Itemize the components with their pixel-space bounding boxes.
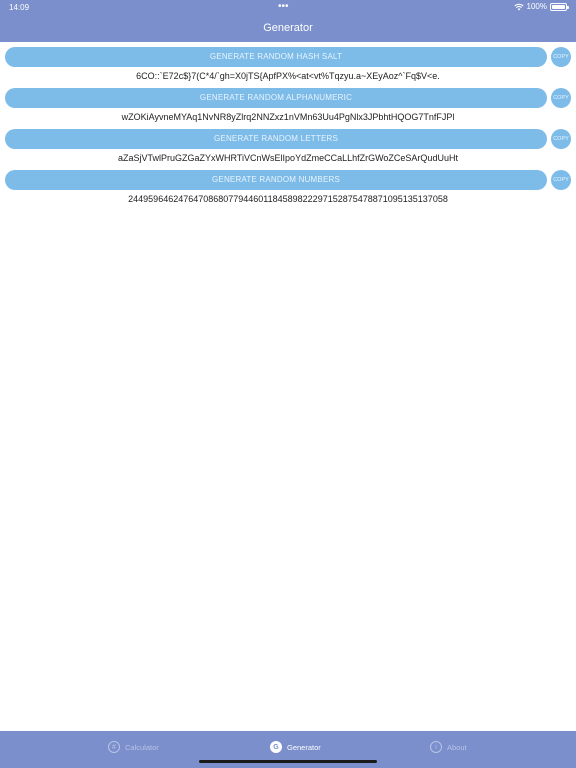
numbers-value: 2449596462476470868077944601184589822297152875478871095135137058	[128, 194, 448, 204]
alphanumeric-value: wZOKiAyvneMYAq1NvNR8yZlrq2NNZxz1nVMn63Uu4PgNlx3JPbhtHQOG7TnfFJPl	[121, 112, 455, 122]
hash-icon: #	[108, 741, 120, 753]
status-right	[514, 2, 567, 11]
alphanumeric-row	[0, 88, 576, 108]
tab-bar	[0, 731, 576, 768]
battery-icon	[550, 3, 567, 11]
tab-calculator-label: Calculator	[125, 742, 159, 752]
copy-hash-salt-button[interactable]: COPY	[551, 47, 571, 67]
status-time: 14:09	[9, 3, 30, 12]
hash-salt-value: 6CO::`E72c$}7(C*4/`gh=X0jTS{ApfPX%<at<vt%Tqzyu.a~XEyAoz^`Fq$V<e.	[136, 71, 440, 81]
generate-numbers-button[interactable]: GENERATE RANDOM NUMBERS	[5, 170, 547, 190]
letters-value: aZaSjVTwlPruGZGaZYxWHRTiVCnWsElIpoYdZmeCCaLLhfZrGWoZCeSArQudUuHt	[118, 153, 458, 163]
tab-about[interactable]	[430, 740, 467, 754]
multitasking-dots[interactable]: •••	[278, 1, 289, 12]
tab-generator-label: Generator	[287, 742, 321, 752]
info-icon: i	[430, 741, 442, 753]
header	[0, 0, 576, 42]
copy-alphanumeric-button[interactable]: COPY	[551, 88, 571, 108]
home-indicator	[199, 760, 377, 763]
copy-letters-button[interactable]: COPY	[551, 129, 571, 149]
generator-icon: G	[270, 741, 282, 753]
tab-about-label: About	[447, 742, 467, 752]
copy-numbers-button[interactable]: COPY	[551, 170, 571, 190]
letters-row	[0, 129, 576, 149]
generate-alphanumeric-button[interactable]: GENERATE RANDOM ALPHANUMERIC	[5, 88, 547, 108]
generate-hash-salt-button[interactable]: GENERATE RANDOM HASH SALT	[5, 47, 547, 67]
numbers-row	[0, 170, 576, 190]
wifi-icon	[514, 3, 524, 11]
page-title: Generator	[263, 22, 313, 34]
tab-calculator[interactable]	[108, 740, 159, 754]
battery-percent: 100%	[526, 2, 547, 11]
status-bar	[0, 0, 576, 14]
generate-letters-button[interactable]: GENERATE RANDOM LETTERS	[5, 129, 547, 149]
hash-salt-row	[0, 47, 576, 67]
tab-generator[interactable]	[270, 740, 321, 754]
